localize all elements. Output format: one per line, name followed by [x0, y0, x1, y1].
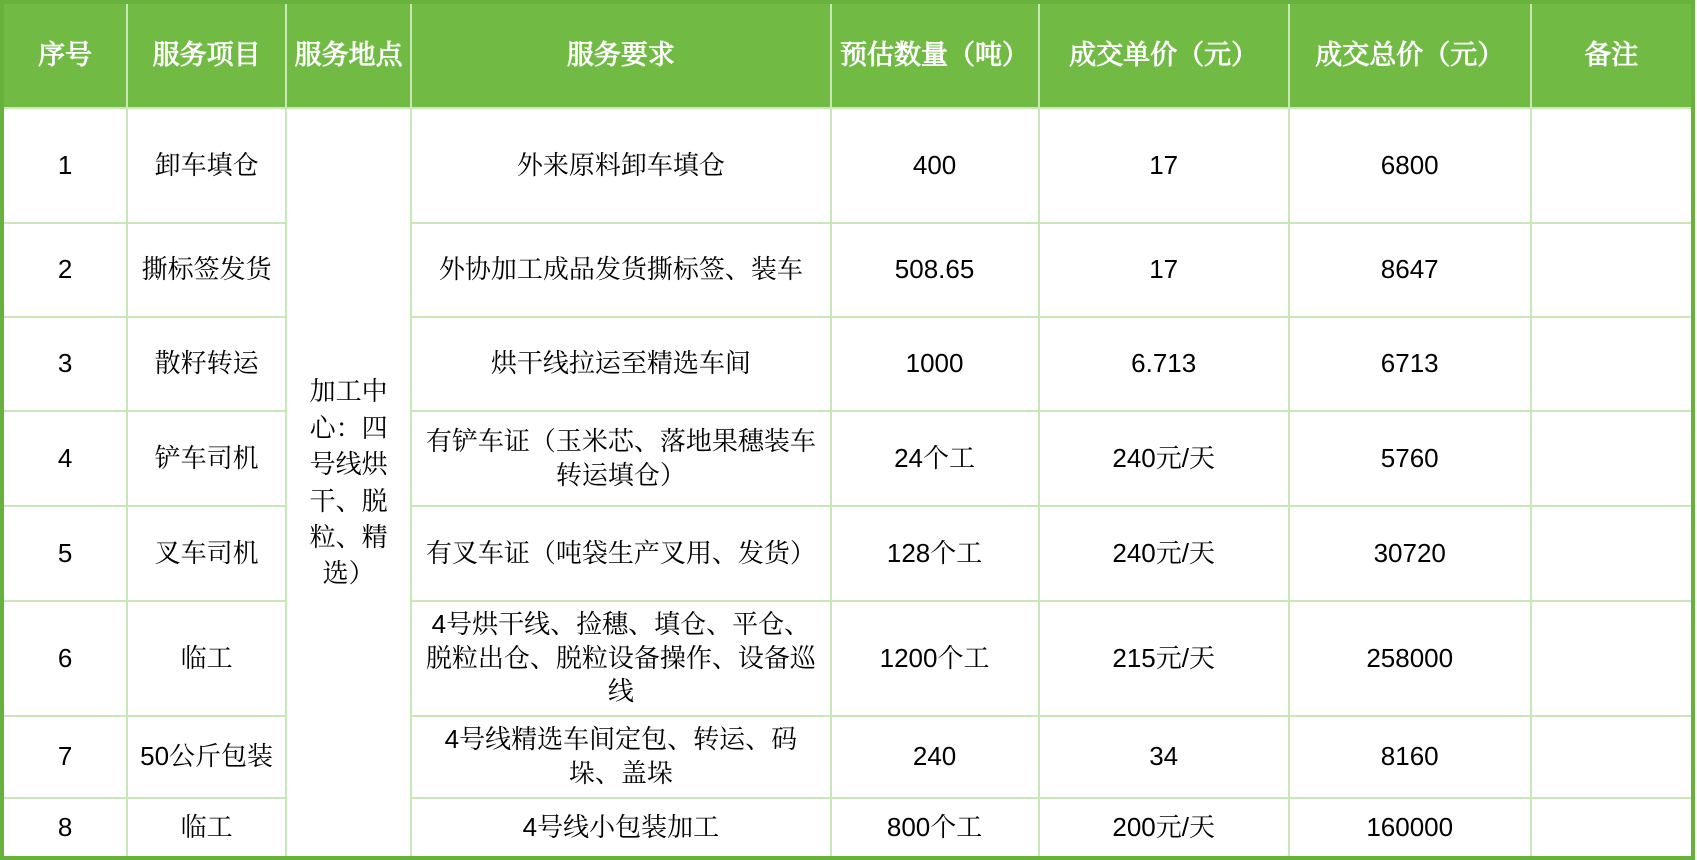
col-header-total_price: 成交总价（元）: [1289, 2, 1531, 108]
cell-remark: [1531, 716, 1693, 798]
cell-remark: [1531, 317, 1693, 411]
cell-requirement: 外协加工成品发货撕标签、装车: [411, 223, 830, 317]
cell-item: 撕标签发货: [127, 223, 286, 317]
cell-total_price: 258000: [1289, 601, 1531, 716]
cell-item: 临工: [127, 798, 286, 858]
cell-requirement: 有叉车证（吨袋生产叉用、发货）: [411, 506, 830, 601]
cell-quantity: 1200个工: [831, 601, 1039, 716]
col-header-location: 服务地点: [286, 2, 411, 108]
cell-unit_price: 200元/天: [1039, 798, 1289, 858]
cell-index: 8: [2, 798, 127, 858]
table-row: [2, 798, 1693, 858]
table-row: [2, 411, 1693, 506]
cell-total_price: 6800: [1289, 108, 1531, 223]
cell-requirement: 外来原料卸车填仓: [411, 108, 830, 223]
col-header-unit_price: 成交单价（元）: [1039, 2, 1289, 108]
cell-quantity: 240: [831, 716, 1039, 798]
cell-requirement: 4号线小包装加工: [411, 798, 830, 858]
cell-total_price: 6713: [1289, 317, 1531, 411]
cell-unit_price: 17: [1039, 108, 1289, 223]
cell-index: 4: [2, 411, 127, 506]
cell-index: 6: [2, 601, 127, 716]
cell-index: 7: [2, 716, 127, 798]
cell-index: 2: [2, 223, 127, 317]
cell-total_price: 8160: [1289, 716, 1531, 798]
cell-quantity: 24个工: [831, 411, 1039, 506]
cell-total_price: 30720: [1289, 506, 1531, 601]
cell-item: 临工: [127, 601, 286, 716]
cell-requirement: 4号线精选车间定包、转运、码垛、盖垛: [411, 716, 830, 798]
col-header-index: 序号: [2, 2, 127, 108]
cell-item: 叉车司机: [127, 506, 286, 601]
header-row: [2, 2, 1693, 108]
col-header-remark: 备注: [1531, 2, 1693, 108]
cell-item: 散籽转运: [127, 317, 286, 411]
table-row: [2, 317, 1693, 411]
cell-unit_price: 34: [1039, 716, 1289, 798]
table-body: [2, 108, 1693, 858]
cell-total_price: 160000: [1289, 798, 1531, 858]
cell-unit_price: 240元/天: [1039, 506, 1289, 601]
cell-requirement: 有铲车证（玉米芯、落地果穗装车转运填仓）: [411, 411, 830, 506]
cell-item: 铲车司机: [127, 411, 286, 506]
cell-quantity: 800个工: [831, 798, 1039, 858]
cell-remark: [1531, 506, 1693, 601]
cell-location-merged: 加工中心：四号线烘干、脱粒、精选）: [286, 108, 411, 858]
cell-index: 1: [2, 108, 127, 223]
table-row: [2, 223, 1693, 317]
cell-unit_price: 240元/天: [1039, 411, 1289, 506]
col-header-requirement: 服务要求: [411, 2, 830, 108]
cell-index: 3: [2, 317, 127, 411]
col-header-quantity: 预估数量（吨）: [831, 2, 1039, 108]
col-header-item: 服务项目: [127, 2, 286, 108]
table-header: [2, 2, 1693, 108]
cell-total_price: 5760: [1289, 411, 1531, 506]
table-row: [2, 506, 1693, 601]
cell-requirement: 4号烘干线、捡穗、填仓、平仓、脱粒出仓、脱粒设备操作、设备巡线: [411, 601, 830, 716]
cell-remark: [1531, 108, 1693, 223]
cell-index: 5: [2, 506, 127, 601]
cell-remark: [1531, 798, 1693, 858]
cell-item: 卸车填仓: [127, 108, 286, 223]
table-row: [2, 108, 1693, 223]
cell-item: 50公斤包装: [127, 716, 286, 798]
cell-unit_price: 215元/天: [1039, 601, 1289, 716]
cell-unit_price: 17: [1039, 223, 1289, 317]
cell-remark: [1531, 601, 1693, 716]
cell-requirement: 烘干线拉运至精选车间: [411, 317, 830, 411]
cell-quantity: 128个工: [831, 506, 1039, 601]
cell-quantity: 1000: [831, 317, 1039, 411]
cell-quantity: 508.65: [831, 223, 1039, 317]
cell-remark: [1531, 223, 1693, 317]
table-row: [2, 601, 1693, 716]
cell-total_price: 8647: [1289, 223, 1531, 317]
cell-quantity: 400: [831, 108, 1039, 223]
table-row: [2, 716, 1693, 798]
cell-unit_price: 6.713: [1039, 317, 1289, 411]
cell-remark: [1531, 411, 1693, 506]
